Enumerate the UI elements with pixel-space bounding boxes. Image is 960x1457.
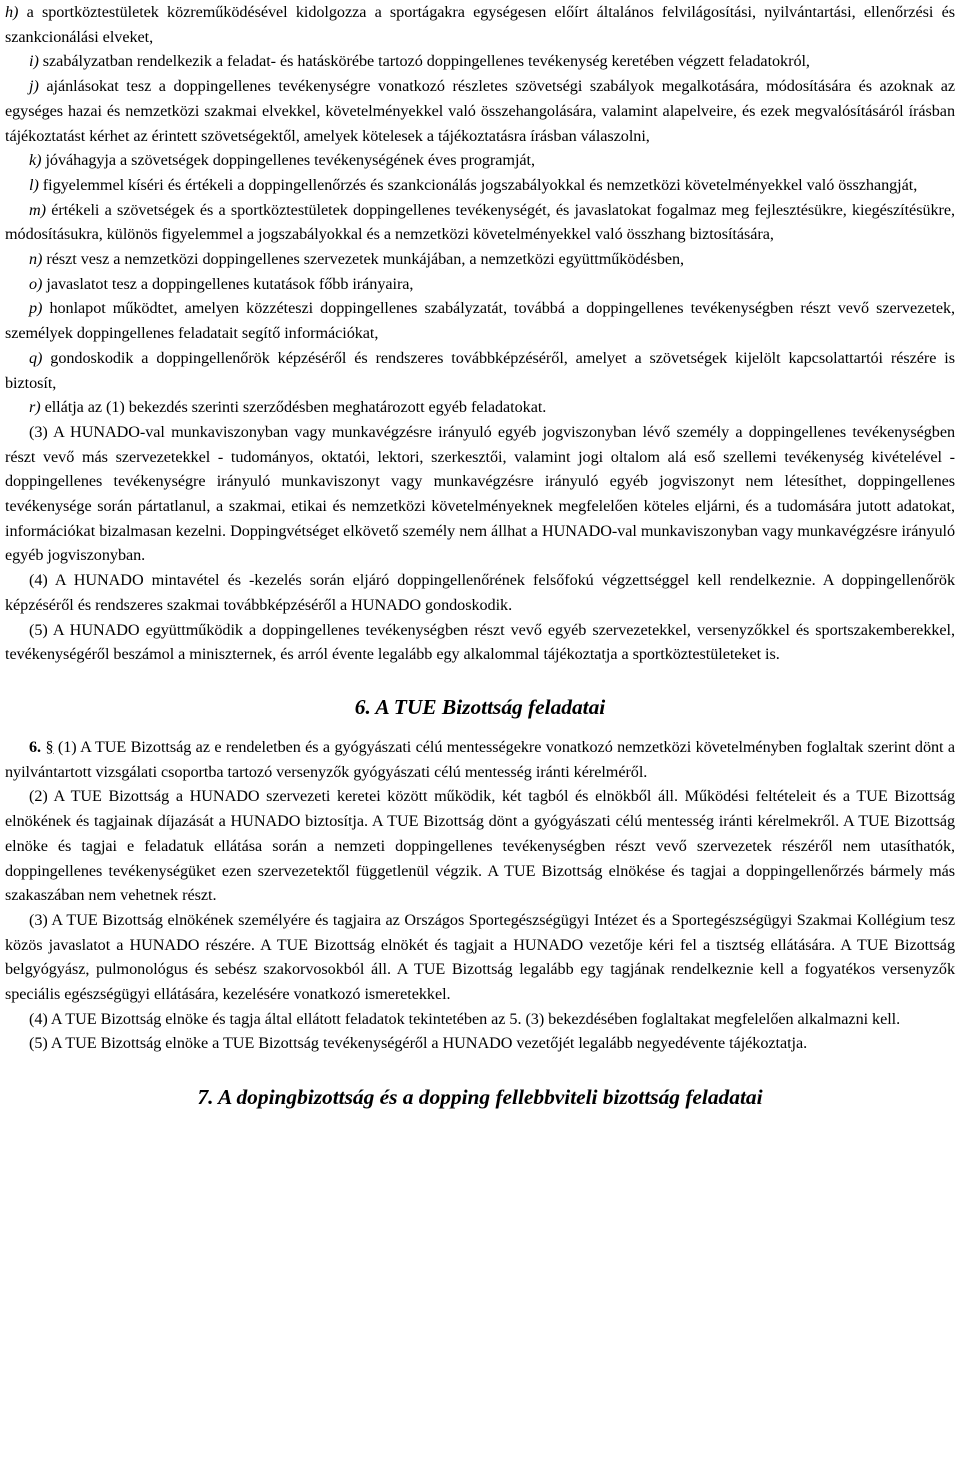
list-item-text: jóváhagyja a szövetségek doppingellenes tevékenységének éves programját, — [41, 151, 535, 170]
list-item-text: ellátja az (1) bekezdés szerinti szerződésben meghatározott egyéb feladatokat. — [40, 398, 547, 417]
list-marker: j) — [29, 77, 39, 96]
list-item-h — [5, 0, 955, 49]
list-item-j — [5, 74, 955, 148]
list-item-text: honlapot működtet, amelyen közzéteszi doppingellenes szabályzatát, továbbá a doppingellenes tevékenységben részt vevő szervezetek, személyek doppingellenes feladatait segítő információkat, — [5, 299, 955, 343]
section-heading-7: 7. A dopingbizottság és a dopping fellebbviteli bizottság feladatai — [197, 1085, 763, 1110]
list-item-r — [5, 395, 955, 420]
list-marker: q) — [29, 348, 43, 367]
list-marker: k) — [29, 151, 42, 170]
list-item-o — [5, 272, 955, 297]
list-marker: p) — [29, 299, 43, 318]
list-marker: o) — [29, 274, 43, 293]
list-item-l — [5, 173, 955, 198]
list-item-text: gondoskodik a doppingellenőrök képzéséről és rendszeres továbbképzéséről, amelyet a szövetségek kijelölt kapcsolattartói részére is biztosít, — [5, 348, 955, 392]
section-link[interactable]: § — [45, 737, 54, 756]
paragraph-6-5: (5) A TUE Bizottság elnöke a TUE Bizottság tevékenységéről a HUNADO vezetőjét legalább negyedévente tájékoztatja. — [29, 1034, 808, 1053]
list-marker: n) — [29, 250, 43, 269]
paragraph-5-5: (5) A HUNADO együttműködik a doppingellenes tevékenységben részt vevő egyéb szervezetekkel, versenyzőkkel és sportszakemberekkel, tevékenységéről beszámol a miniszternek, és arról évente legalább egy alkalommal tájékoztatja a sportköztestületeket is. — [5, 620, 955, 664]
paragraph-6-1 — [5, 735, 955, 784]
list-item-text: szabályzatban rendelkezik a feladat- és hatáskörébe tartozó doppingellenes tevékenység keretében végzett feladatokról, — [38, 52, 810, 71]
list-item-text: részt vesz a nemzetközi doppingellenes szervezetek munkájában, a nemzetközi együttműködésben, — [42, 250, 685, 269]
list-marker: m) — [29, 200, 46, 219]
list-marker: r) — [29, 398, 41, 417]
paragraph-text: (1) A TUE Bizottság az e rendeletben és a gyógyászati célú mentességekre vonatkozó nemzetközi követelményben foglaltak szerint dönt a nyilvántartott vizsgálati csoportba tartozó versenyzők gyógyászati célú mentesség iránti kérelméről. — [5, 737, 955, 781]
list-item-text: értékeli a szövetségek és a sportköztestületek doppingellenes tevékenységét, és javaslatokat fogalmaz meg fejlesztésükre, kiegészítésükre, módosításukra, különös figyelemmel a jogszabályokkal és a nemzetközi követelményekkel való összhang biztosítására, — [5, 200, 955, 244]
list-marker: i) — [29, 52, 39, 71]
list-item-p — [5, 296, 955, 345]
list-item-n — [5, 247, 955, 272]
list-marker: h) — [5, 3, 19, 21]
list-item-q — [5, 346, 955, 395]
paragraph-5-4: (4) A HUNADO mintavétel és -kezelés során eljáró doppingellenőrének felsőfokú végzettséggel kell rendelkeznie. A doppingellenőrök képzéséről és rendszeres szakmai továbbképzéséről a HUNADO gondoskodik. — [5, 571, 955, 614]
paragraph-5-3: (3) A HUNADO-val munkaviszonyban vagy munkavégzésre irányuló egyéb jogviszonyban lévő személy a doppingellenes tevékenységben részt vevő más szervezetekkel - tudományos, oktatói, lektori, szerkesztői, valamint jogi oltalom alá eső szellemi tevékenység kivételével - doppingellenes tevékenységre irányuló munkaviszonyt vagy munkavégzésre irányuló egyéb jogviszonyt nem létesíthet, doppingellenes tevékenysége során pártatlanul, a szakmai, etikai és nemzetközi követelményeknek megfelelően köteles eljárni, és a tudomására jutott adatokat, információkat bizalmasan kezelni. Doppingvétséget elkövető személy nem állhat a HUNADO-val munkaviszonyban vagy munkavégzésre irányuló egyéb jogviszonyban. — [5, 422, 955, 565]
enumerated-list-continued — [5, 0, 955, 420]
paragraph-6-3: (3) A TUE Bizottság elnökének személyére és tagjaira az Országos Sportegészségügyi Intézet és a Sportegészségügyi Szakmai Kollégium tesz közös javaslatot a HUNADO részére. A TUE Bizottság elnökét és tagjait a HUNADO vezetője kéri fel a tisztség ellátására. A TUE Bizottság belgyógyász, pulmonológus és sebész szakorvosokból áll. A TUE Bizottság legalább egy tagjának rendelkeznie kell a fogyatékos versenyzők speciális egészségügyi ellátására, kezelésére vonatkozó ismeretekkel. — [5, 910, 955, 1004]
list-marker: l) — [29, 175, 39, 194]
list-item-text: figyelemmel kíséri és értékeli a doppingellenőrzés és szankcionálás jogszabályokkal és nemzetközi követelményekkel való összhangját, — [38, 175, 918, 194]
list-item-text: ajánlásokat tesz a doppingellenes tevékenységre vonatkozó részletes szövetségi szabályok megalkotására, módosítására és azoknak az egységes hazai és nemzetközi szakmai elvekkel, követelményekkel való összehangolására, valamint alapelveire, és ezek megvalósításáról írásban tájékoztatást kérhet az érintett szövetségektől, amelyek kötelesek a tájékoztatásra írásban válaszolni, — [5, 77, 955, 145]
list-item-m — [5, 198, 955, 247]
section-heading-6: 6. A TUE Bizottság feladatai — [354, 694, 606, 719]
list-item-k — [5, 148, 955, 173]
paragraph-6-2: (2) A TUE Bizottság a HUNADO szervezeti keretei között működik, két tagból és elnökből áll. Működési feltételeit és a TUE Bizottság elnökének és tagjainak díjazását a HUNADO biztosítja. A TUE Bizottság dönt a gyógyászati célú mentesség iránti kérelmekről. A TUE Bizottság elnöke és tagjai e feladatuk ellátása során a nemzeti doppingellenes tevékenységben részt vevő szervezetek részéről nem utasíthatók, doppingellenes tevékenységüket ezen szervezetektől függetlenül végzik. A TUE Bizottság elnökése és tagjai a doppingellenőrzés bármely más szakaszában nem vehetnek részt. — [5, 787, 955, 905]
list-item-text: javaslatot tesz a doppingellenes kutatások főbb irányaira, — [42, 274, 414, 293]
section-number: 6. — [29, 737, 42, 756]
paragraph-6-4: (4) A TUE Bizottság elnöke és tagja által ellátott feladatok tekintetében az 5. (3) bekezdésében foglaltakat megfelelően alkalmazni kell. — [29, 1009, 901, 1028]
list-item-text: a sportköztestületek közreműködésével kidolgozza a sportágakra egységesen előírt általános felvilágosítási, nyilvántartási, ellenőrzési és szankcionálási elveket, — [5, 3, 955, 46]
document-page — [5, 0, 955, 1116]
list-item-i — [5, 49, 955, 74]
